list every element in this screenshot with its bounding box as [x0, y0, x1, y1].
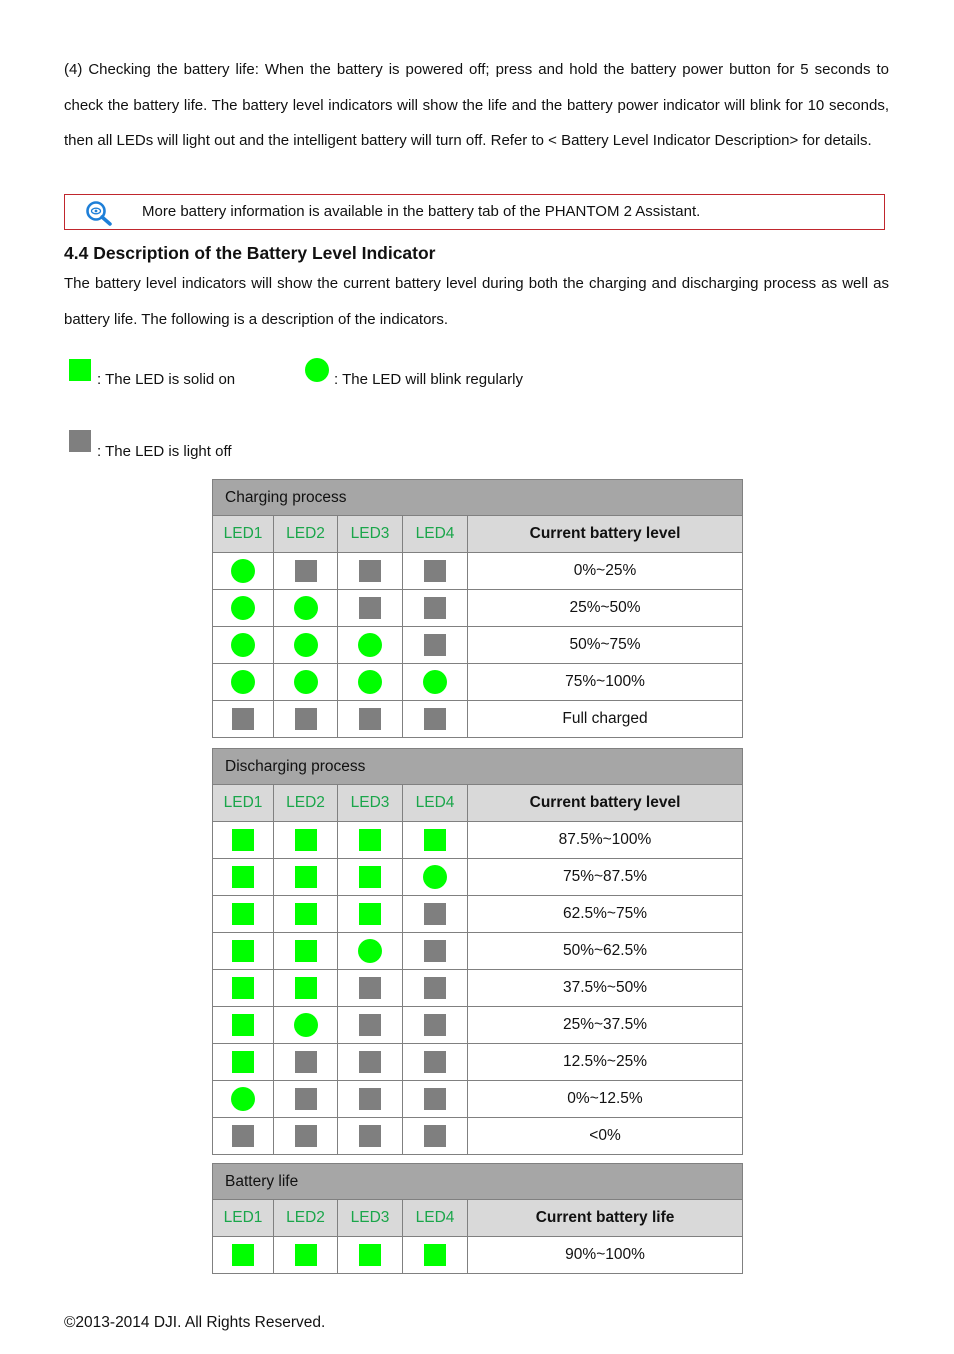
- led-blink-icon: [294, 596, 318, 620]
- battery-level-cell: 75%~87.5%: [468, 859, 743, 896]
- led-cell: [338, 859, 403, 896]
- led-cell: [213, 664, 274, 701]
- led-solid-icon: [359, 866, 381, 888]
- table-row: [213, 1044, 743, 1081]
- led-blink-icon: [231, 596, 255, 620]
- led-cell: [403, 1007, 468, 1044]
- led-column-header: LED3: [338, 1200, 403, 1237]
- led-off-icon: [359, 597, 381, 619]
- charging-table: [212, 479, 743, 738]
- led-off-icon: [295, 1125, 317, 1147]
- led-off-icon: [295, 708, 317, 730]
- table-row: [213, 859, 743, 896]
- led-off-icon: [359, 708, 381, 730]
- led-cell: [403, 1237, 468, 1274]
- led-cell: [213, 701, 274, 738]
- led-cell: [338, 553, 403, 590]
- led-blink-icon: [294, 670, 318, 694]
- battery-level-cell: 87.5%~100%: [468, 822, 743, 859]
- led-solid-icon: [295, 977, 317, 999]
- item-label: (4) Checking the battery life:: [64, 61, 259, 78]
- battery-level-cell: 25%~37.5%: [468, 1007, 743, 1044]
- led-cell: [274, 664, 338, 701]
- table-title: Charging process: [213, 480, 743, 516]
- led-cell: [213, 1118, 274, 1155]
- led-cell: [403, 970, 468, 1007]
- section-intro: The battery level indicators will show the current battery level during both the charging and discharging process as well as battery life. The following is a description of the indicators.: [64, 275, 889, 328]
- table-row: [213, 627, 743, 664]
- legend-solid-label: : The LED is solid on: [97, 371, 236, 388]
- led-blink-icon: [294, 1013, 318, 1037]
- table-header-row: [213, 785, 743, 822]
- table-row: [213, 1007, 743, 1044]
- led-cell: [213, 553, 274, 590]
- table-row: [213, 664, 743, 701]
- led-blink-icon: [231, 633, 255, 657]
- note-text: More battery information is available in the battery tab of the PHANTOM 2 Assistant.: [142, 203, 701, 220]
- led-cell: [338, 1118, 403, 1155]
- info-note: [64, 194, 885, 230]
- legend-off-icon: [69, 430, 91, 452]
- led-solid-icon: [359, 829, 381, 851]
- led-cell: [213, 590, 274, 627]
- led-solid-icon: [359, 903, 381, 925]
- led-solid-icon: [424, 1244, 446, 1266]
- battery-level-cell: 37.5%~50%: [468, 970, 743, 1007]
- battery-level-cell: 0%~12.5%: [468, 1081, 743, 1118]
- led-off-icon: [359, 1088, 381, 1110]
- led-column-header: LED2: [274, 785, 338, 822]
- table-row: [213, 896, 743, 933]
- led-cell: [403, 933, 468, 970]
- led-solid-icon: [295, 829, 317, 851]
- led-solid-icon: [295, 866, 317, 888]
- led-cell: [403, 1081, 468, 1118]
- legend-blink-icon: [305, 358, 329, 382]
- led-cell: [213, 822, 274, 859]
- led-cell: [338, 627, 403, 664]
- led-cell: [213, 970, 274, 1007]
- led-solid-icon: [359, 1244, 381, 1266]
- led-blink-icon: [423, 865, 447, 889]
- led-solid-icon: [232, 829, 254, 851]
- led-column-header: LED4: [403, 785, 468, 822]
- battery-level-cell: 0%~25%: [468, 553, 743, 590]
- led-cell: [403, 664, 468, 701]
- led-off-icon: [232, 1125, 254, 1147]
- led-blink-icon: [358, 939, 382, 963]
- led-cell: [338, 1007, 403, 1044]
- led-off-icon: [232, 708, 254, 730]
- led-cell: [403, 859, 468, 896]
- led-blink-icon: [294, 633, 318, 657]
- led-off-icon: [359, 560, 381, 582]
- led-off-icon: [359, 1014, 381, 1036]
- led-cell: [403, 701, 468, 738]
- table-row: [213, 970, 743, 1007]
- led-cell: [274, 970, 338, 1007]
- led-column-header: LED4: [403, 1200, 468, 1237]
- led-cell: [338, 1237, 403, 1274]
- level-column-header: Current battery life: [468, 1200, 743, 1237]
- led-off-icon: [295, 1051, 317, 1073]
- led-cell: [403, 1118, 468, 1155]
- led-cell: [274, 933, 338, 970]
- table-row: [213, 1081, 743, 1118]
- led-off-icon: [424, 634, 446, 656]
- led-cell: [274, 859, 338, 896]
- led-off-icon: [424, 597, 446, 619]
- led-column-header: LED3: [338, 785, 403, 822]
- led-off-icon: [424, 1014, 446, 1036]
- led-solid-icon: [232, 1051, 254, 1073]
- led-off-icon: [295, 1088, 317, 1110]
- battery-level-cell: 75%~100%: [468, 664, 743, 701]
- led-cell: [338, 1044, 403, 1081]
- led-cell: [338, 896, 403, 933]
- led-cell: [338, 664, 403, 701]
- led-column-header: LED1: [213, 1200, 274, 1237]
- table-header-row: [213, 516, 743, 553]
- led-off-icon: [295, 560, 317, 582]
- legend-blink-label: : The LED will blink regularly: [334, 371, 523, 388]
- led-off-icon: [424, 1088, 446, 1110]
- table-row: [213, 822, 743, 859]
- discharging-table: [212, 748, 743, 1155]
- level-column-header: Current battery level: [468, 785, 743, 822]
- led-off-icon: [424, 1051, 446, 1073]
- legend-off-label: : The LED is light off: [97, 443, 232, 460]
- battery-level-cell: 50%~62.5%: [468, 933, 743, 970]
- magnifier-tip-icon: [85, 200, 113, 226]
- led-cell: [213, 1007, 274, 1044]
- led-cell: [338, 933, 403, 970]
- led-cell: [403, 822, 468, 859]
- led-column-header: LED2: [274, 516, 338, 553]
- led-cell: [274, 1237, 338, 1274]
- led-cell: [403, 627, 468, 664]
- led-cell: [274, 1044, 338, 1081]
- table-row: [213, 701, 743, 738]
- battery-level-cell: <0%: [468, 1118, 743, 1155]
- led-solid-icon: [424, 829, 446, 851]
- led-cell: [274, 701, 338, 738]
- led-solid-icon: [232, 866, 254, 888]
- table-row: [213, 553, 743, 590]
- led-solid-icon: [232, 940, 254, 962]
- led-cell: [274, 590, 338, 627]
- led-column-header: LED2: [274, 1200, 338, 1237]
- led-column-header: LED3: [338, 516, 403, 553]
- led-cell: [338, 970, 403, 1007]
- led-cell: [274, 553, 338, 590]
- led-off-icon: [424, 903, 446, 925]
- led-blink-icon: [358, 670, 382, 694]
- led-off-icon: [424, 977, 446, 999]
- led-cell: [338, 1081, 403, 1118]
- battery-life-table: [212, 1163, 743, 1274]
- table-title: Discharging process: [213, 749, 743, 785]
- led-solid-icon: [295, 1244, 317, 1266]
- battery-level-cell: 25%~50%: [468, 590, 743, 627]
- item-text: When the battery is powered off; press and hold the battery power button for 5 seconds to check the battery life. The battery level indicators will show the life and the battery power indicator will blink for 10 seconds, then all LEDs will light out and the intelligent battery will turn off. Refer to < Battery Level Indicator Description> for details.: [64, 61, 889, 149]
- led-column-header: LED1: [213, 785, 274, 822]
- led-cell: [213, 933, 274, 970]
- led-solid-icon: [232, 1014, 254, 1036]
- led-cell: [213, 1237, 274, 1274]
- led-off-icon: [424, 1125, 446, 1147]
- led-solid-icon: [232, 1244, 254, 1266]
- led-solid-icon: [232, 977, 254, 999]
- led-off-icon: [359, 977, 381, 999]
- level-column-header: Current battery level: [468, 516, 743, 553]
- table-row: [213, 1118, 743, 1155]
- table-row: [213, 933, 743, 970]
- led-cell: [403, 553, 468, 590]
- battery-level-cell: Full charged: [468, 701, 743, 738]
- table-row: [213, 1237, 743, 1274]
- led-solid-icon: [295, 940, 317, 962]
- led-blink-icon: [231, 559, 255, 583]
- table-title: Battery life: [213, 1164, 743, 1200]
- copyright-footer: ©2013-2014 DJI. All Rights Reserved.: [64, 1314, 326, 1331]
- led-off-icon: [424, 940, 446, 962]
- led-cell: [274, 1081, 338, 1118]
- led-blink-icon: [231, 670, 255, 694]
- led-solid-icon: [295, 903, 317, 925]
- led-cell: [338, 701, 403, 738]
- table-row: [213, 590, 743, 627]
- led-cell: [274, 1118, 338, 1155]
- led-cell: [274, 627, 338, 664]
- table-header-row: [213, 1200, 743, 1237]
- led-cell: [213, 859, 274, 896]
- led-blink-icon: [358, 633, 382, 657]
- section-heading: 4.4 Description of the Battery Level Indicator: [64, 243, 436, 263]
- battery-level-cell: 90%~100%: [468, 1237, 743, 1274]
- led-solid-icon: [232, 903, 254, 925]
- led-blink-icon: [423, 670, 447, 694]
- led-off-icon: [359, 1125, 381, 1147]
- led-column-header: LED1: [213, 516, 274, 553]
- led-cell: [403, 590, 468, 627]
- legend-solid-icon: [69, 359, 91, 381]
- led-cell: [403, 896, 468, 933]
- led-cell: [403, 1044, 468, 1081]
- battery-level-cell: 62.5%~75%: [468, 896, 743, 933]
- led-column-header: LED4: [403, 516, 468, 553]
- battery-level-cell: 12.5%~25%: [468, 1044, 743, 1081]
- led-cell: [213, 627, 274, 664]
- led-cell: [274, 896, 338, 933]
- led-cell: [213, 1081, 274, 1118]
- battery-life-paragraph: [64, 52, 889, 159]
- led-cell: [274, 1007, 338, 1044]
- led-off-icon: [424, 560, 446, 582]
- led-blink-icon: [231, 1087, 255, 1111]
- led-off-icon: [424, 708, 446, 730]
- led-off-icon: [359, 1051, 381, 1073]
- led-cell: [213, 896, 274, 933]
- led-cell: [274, 822, 338, 859]
- led-cell: [338, 822, 403, 859]
- led-cell: [213, 1044, 274, 1081]
- led-cell: [338, 590, 403, 627]
- battery-level-cell: 50%~75%: [468, 627, 743, 664]
